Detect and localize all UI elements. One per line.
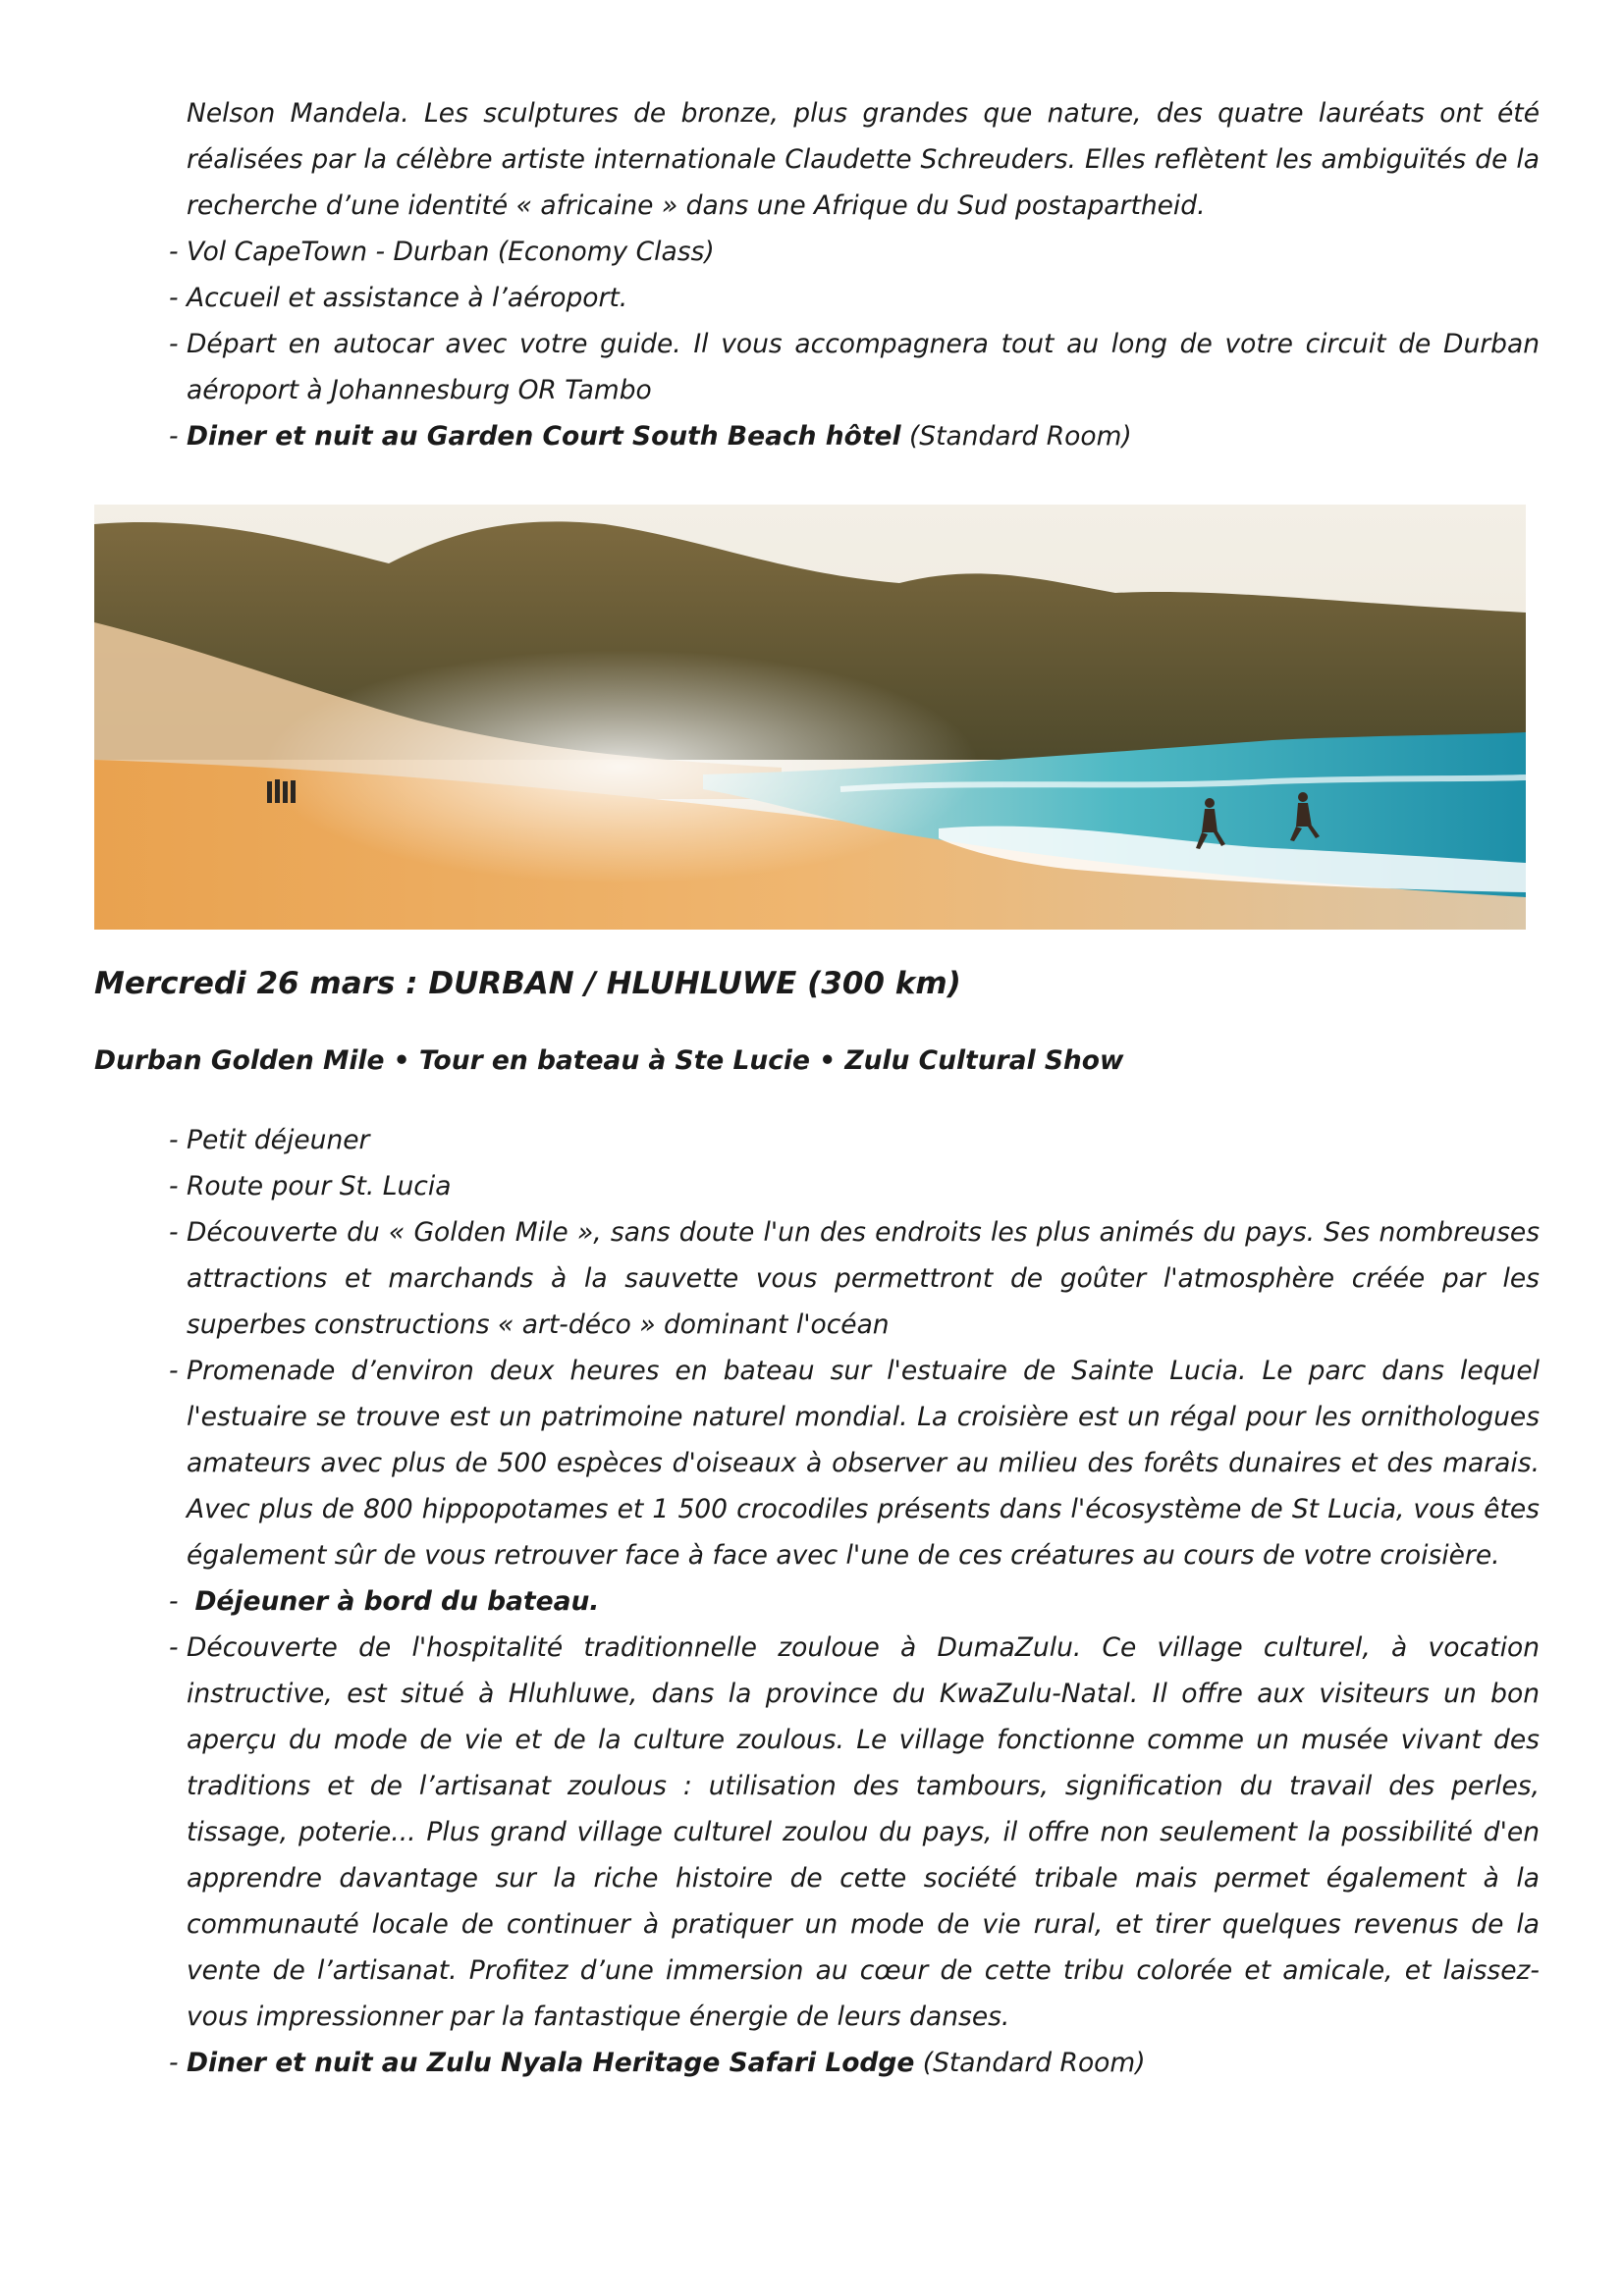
dash-bullet: -	[169, 1586, 179, 1617]
list-item: - Découverte de l'hospitalité traditionnelle zouloue à DumaZulu. Ce village culturel, à vocation instructive, est situé à Hluhluwe, dans la province du KwaZulu-Natal. Il offre aux visiteurs un bon aperçu du mode de vie et de la culture zoulous. Le village fonctionne comme un musée vivant des traditions et de l’artisanat zoulous : utilisation des tambours, signification du travail des perles, tissage, poterie... Plus grand village culturel zoulou du pays, il offre non seulement la possibilité d'en apprendre davantage sur la riche histoire de cette société tribale mais permet également à la communauté locale de continuer à pratiquer un mode de vie rural, et tirer quelques revenus de la vente de l’artisanat. Profitez d’une immersion au cœur de cette tribu colorée et amicale, et laissez-vous impressionner par la fantastique énergie de leurs danses.	[169, 1625, 1540, 2040]
beach-photo	[94, 505, 1526, 930]
list-item: - Accueil et assistance à l’aéroport.	[169, 275, 1540, 321]
dash-bullet: -	[169, 283, 179, 313]
intro-paragraph	[187, 90, 1540, 229]
day-itinerary-list	[169, 1117, 1540, 2086]
lunch-note: Déjeuner à bord du bateau.	[194, 1586, 600, 1617]
intro-text: Nelson Mandela. Les sculptures de bronze, plus grandes que nature, des quatre lauréats ont été réalisées par la célèbre artiste internationale Claudette Schreuders. Elles reflètent les ambiguïtés de la recherche d’une identité « africaine » dans une Afrique du Sud postapartheid.	[187, 98, 1540, 221]
list-item: - Petit déjeuner	[169, 1117, 1540, 1163]
list-item: - Départ en autocar avec votre guide. Il vous accompagnera tout au long de votre circuit de Durban aéroport à Johannesburg OR Tambo	[169, 321, 1540, 413]
dash-bullet: -	[169, 421, 179, 452]
dash-bullet: -	[169, 329, 179, 359]
lodge-name: Diner et nuit au Zulu Nyala Heritage Safari Lodge	[187, 2048, 915, 2078]
day-heading: Mercredi 26 mars : DURBAN / HLUHLUWE (300 km)	[94, 966, 961, 1001]
dash-bullet: -	[169, 1125, 179, 1155]
dash-bullet: -	[169, 237, 179, 267]
day-list-continued	[169, 229, 1540, 459]
list-item	[169, 1578, 1540, 1625]
list-item: - Promenade d’environ deux heures en bateau sur l'estuaire de Sainte Lucia. Le parc dans lequel l'estuaire se trouve est un patrimoine naturel mondial. La croisière est un régal pour les ornithologues amateurs avec plus de 500 espèces d'oiseaux à observer au milieu des forêts dunaires et des marais. Avec plus de 800 hippopotames et 1 500 crocodiles présents dans l'écosystème de St Lucia, vous êtes également sûr de vous retrouver face à face avec l'une de ces créatures au cours de votre croisière.	[169, 1348, 1540, 1578]
dash-bullet: -	[169, 1632, 179, 1663]
dash-bullet: -	[169, 1171, 179, 1201]
list-item: - Découverte du « Golden Mile », sans doute l'un des endroits les plus animés du pays. Ses nombreuses attractions et marchands à la sauvette vous permettront de goûter l'atmosphère créée par les superbes constructions « art-déco » dominant l'océan	[169, 1209, 1540, 1348]
dash-bullet: -	[169, 2048, 179, 2078]
day-subtitle: Durban Golden Mile • Tour en bateau à Ste Lucie • Zulu Cultural Show	[94, 1045, 1124, 1076]
dash-bullet: -	[169, 1217, 179, 1248]
list-item: - Vol CapeTown - Durban (Economy Class)	[169, 229, 1540, 275]
list-item: - Diner et nuit au Garden Court South Beach hôtel (Standard Room)	[169, 413, 1540, 459]
list-item: - Diner et nuit au Zulu Nyala Heritage Safari Lodge (Standard Room)	[169, 2040, 1540, 2086]
hotel-name: Diner et nuit au Garden Court South Beach hôtel	[187, 421, 901, 452]
list-item: - Route pour St. Lucia	[169, 1163, 1540, 1209]
beach-photo-illustration	[94, 505, 1526, 930]
dash-bullet: -	[169, 1356, 179, 1386]
